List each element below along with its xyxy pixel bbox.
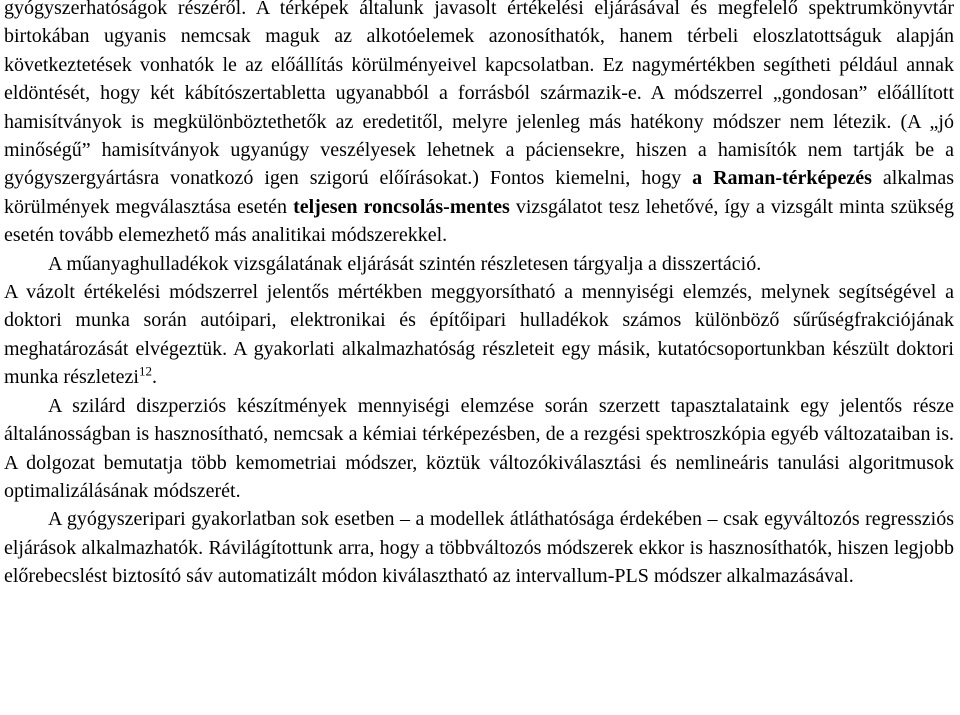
- p1-text-c: vizsgálatot tesz lehetővé, így a vizsgált minta szükség esetén tovább elemezhető más analitikai módszerekkel.: [4, 195, 954, 247]
- paragraph-4: [4, 392, 954, 506]
- paragraph-1: [4, 0, 954, 250]
- p4-text: A szilárd diszperziós készítmények mennyiségi elemzése során szerzett tapasztalataink egy jelentős része általánosságban is hasznosítható, nemcsak a kémiai térképezésben, de a rezgési spektroszkópia egyéb változataiban is. A dolgozat bemutatja több kemometriai módszer, köztük változókiválasztási és nemlineáris tanulási algoritmusok optimalizálásának módszerét.: [4, 394, 954, 502]
- p1-bold-nondestructive: teljesen roncsolás-mentes: [293, 195, 510, 218]
- p3-text: A vázolt értékelési módszerrel jelentős mértékben meggyorsítható a mennyiségi elemzés, melynek segítségével a doktori munka során autóipari, elektronikai és építőipari hulladékok számos különböző sűrűségfrakciójának meghatározását elvégeztük. A gyakorlati alkalmazhatóság részleteit egy másik, kutatócsoportunkban készült doktori munka részletezi: [4, 281, 954, 389]
- paragraph-5: [4, 505, 954, 590]
- p1-text-a: gyógyszerhatóságok részéről. A térképek általunk javasolt értékelési eljárásával és megfelelő spektrumkönyvtár birtokában ugyanis nemcsak maguk az alkotóelemek azonosíthatók, hanem térbeli eloszlatottságuk alapján következtetések vonhatók le az előállítás körülményeivel kapcsolatban. Ez nagymértékben segítheti például annak eldöntését, hogy két kábítószertabletta ugyanabból a forrásból származik-e. A módszerrel „gondosan” előállított hamisítványok is megkülönböztethetők az eredetitől, melyre jelenleg más hatékony módszer nem létezik. (A „jó minőségű” hamisítványok ugyanúgy veszélyesek lehetnek a páciensekre, hiszen a hamisítók nem tartják be a gyógyszergyártásra vonatkozó igen szigorú előírásokat.) Fontos kiemelni, hogy: [4, 0, 954, 190]
- paragraph-2: [4, 250, 954, 278]
- footnote-reference: 12: [138, 363, 152, 379]
- p2-text: A műanyaghulladékok vizsgálatának eljárását szintén részletesen tárgyalja a disszertáció.: [48, 252, 762, 275]
- p1-bold-raman: a Raman-térképezés: [692, 167, 872, 190]
- p1-text-b: alkalmas körülmények megválasztása esetén: [4, 167, 954, 218]
- paragraph-3: [4, 278, 954, 392]
- document-page: [4, 0, 954, 591]
- p3-period: .: [151, 366, 157, 389]
- p5-text: A gyógyszeripari gyakorlatban sok esetben – a modellek átláthatósága érdekében – csak egyváltozós regressziós eljárások alkalmazhatók. Rávilágítottunk arra, hogy a többváltozós módszerek ekkor is hasznosíthatók, hiszen legjobb előrebecslést biztosító sáv automatizált módon kiválasztható az intervallum-PLS módszer alkalmazásával.: [4, 508, 954, 588]
